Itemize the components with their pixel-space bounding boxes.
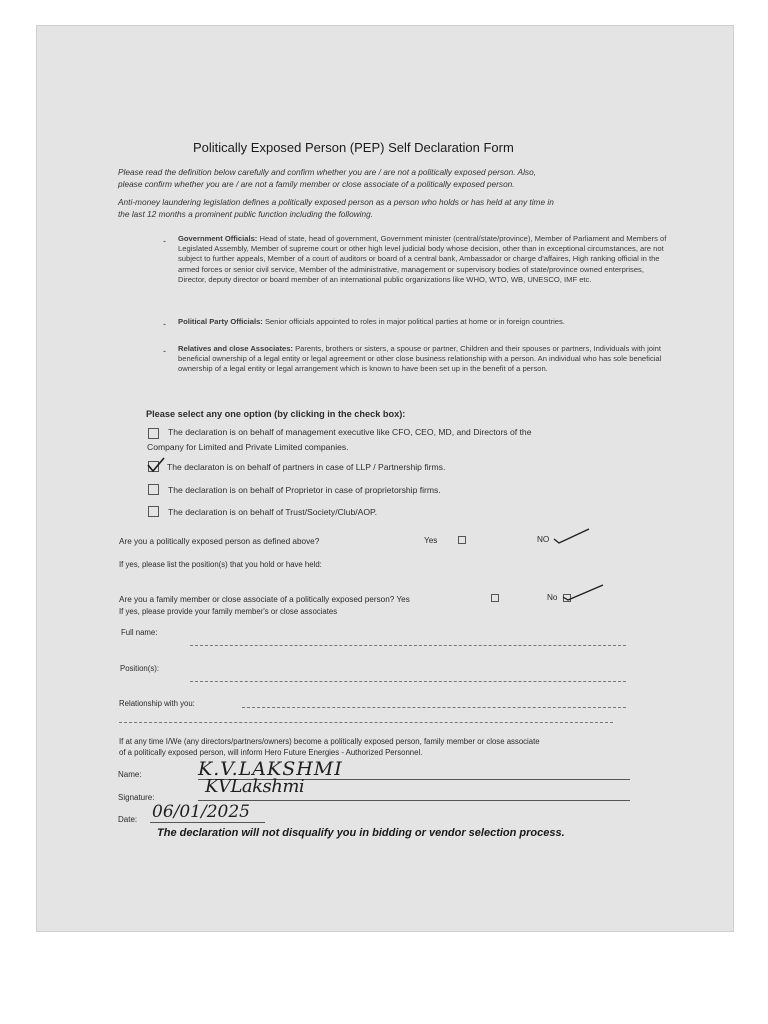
family-followup: If yes, please provide your family member's or close associates [119, 607, 338, 616]
no-tick-mark-icon [552, 526, 592, 546]
select-prompt: Please select any one option (by clicking in the check box): [146, 409, 406, 419]
category-relatives [178, 344, 670, 375]
category-political-party [178, 317, 670, 327]
yes-checkbox[interactable] [458, 536, 466, 544]
option-label: The declaration is on behalf of management executive like CFO, CEO, MD, and Directors of the [168, 427, 532, 437]
family-yes-checkbox[interactable] [491, 594, 499, 602]
date-handwritten: 06/01/2025 [152, 802, 250, 822]
date-label: Date: [118, 815, 138, 824]
footer-disclaimer: The declaration will not disqualify you in bidding or vendor selection process. [157, 827, 565, 839]
yes-label: Yes [424, 536, 438, 545]
category-heading: Government Officials: [178, 234, 258, 243]
check-mark-icon [145, 456, 167, 474]
question-family: Are you a family member or close associate of a politically exposed person? Yes [119, 595, 410, 604]
option-label: The declaraton is on behalf of partners in case of LLP / Partnership firms. [167, 462, 446, 472]
bullet-dash: - [163, 346, 166, 356]
aml-line-1: Anti-money laundering legislation defines a politically exposed person as a person who holds or has held at any time in [118, 197, 554, 207]
option-label-cont: Company for Limited and Private Limited companies. [147, 442, 349, 452]
option-checkbox[interactable] [148, 428, 159, 439]
inform-line-1: If at any time I/We (any directors/partners/owners) become a politically exposed person, family member or close associate [119, 737, 540, 746]
option-checkbox[interactable] [148, 506, 159, 517]
bullet-dash: - [163, 319, 166, 329]
relationship-label: Relationship with you: [119, 699, 195, 708]
date-field-line[interactable] [150, 822, 265, 823]
relationship-field-line-2[interactable] [119, 722, 613, 723]
positions-followup: If yes, please list the position(s) that you hold or have held: [119, 560, 322, 569]
positions-field[interactable] [190, 681, 626, 682]
category-text: Head of state, head of government, Government minister (central/state/province), Member of Parliament and Members of Legislated Assembly, Member of supreme court or other high level judicial body whose decision, other than in exceptional circumstances, are not subject to further appeals, Member of a court of auditors or board of a central bank, Ambassador or charge d'affaires, High ranking official in the armed forces or senior civil service, Member of the administrative, management or supervisory bodies of state/province owned enterprises, Director, deputy director or board member of an international public organizations like WHO, WTO, WB, UNESCO, IMF etc. [178, 234, 667, 284]
intro-line-2: please confirm whether you are / are not a family member or close associate of a politically exposed person. [118, 179, 515, 189]
name-handwritten: K.V.LAKSHMI [198, 758, 343, 780]
option-label: The declaration is on behalf of Proprietor in case of proprietorship firms. [168, 485, 441, 495]
option-label: The declaration is on behalf of Trust/Society/Club/AOP. [168, 507, 378, 517]
category-government [178, 234, 670, 285]
inform-line-2: of a politically exposed person, will inform Hero Future Energies - Authorized Personnel. [119, 748, 423, 757]
family-no-tick-icon [561, 583, 605, 603]
relationship-field[interactable] [242, 707, 626, 708]
aml-line-2: the last 12 months a prominent public function including the following. [118, 209, 374, 219]
option-checkbox[interactable] [148, 484, 159, 495]
full-name-label: Full name: [121, 628, 158, 637]
form-title: Politically Exposed Person (PEP) Self Declaration Form [193, 140, 514, 155]
family-no-label: No [547, 593, 558, 602]
name-label: Name: [118, 770, 142, 779]
no-label: NO [537, 535, 550, 544]
category-text: Parents, brothers or sisters, a spouse or partner, Children and their spouses or partners, Individuals with joint beneficial ownership of a legal entity or legal agreement or other close business relationship with a person. An individual who has sole beneficial ownership of a legal entity or legal arrangement which is known to have been set up in the benefit of a person. [178, 344, 662, 374]
category-heading: Relatives and close Associates: [178, 344, 293, 353]
category-heading: Political Party Officials: [178, 317, 263, 326]
signature-field-line[interactable] [198, 800, 630, 801]
full-name-field[interactable] [190, 645, 626, 646]
signature-handwritten: KVLakshmi [205, 776, 305, 797]
question-pep: Are you a politically exposed person as defined above? [119, 537, 320, 546]
bullet-dash: - [163, 236, 166, 246]
positions-label: Position(s): [120, 664, 159, 673]
intro-line-1: Please read the definition below carefully and confirm whether you are / are not a politically exposed person. Also, [118, 167, 537, 177]
category-text: Senior officials appointed to roles in major political parties at home or in foreign countries. [262, 317, 565, 326]
signature-label: Signature: [118, 793, 155, 802]
